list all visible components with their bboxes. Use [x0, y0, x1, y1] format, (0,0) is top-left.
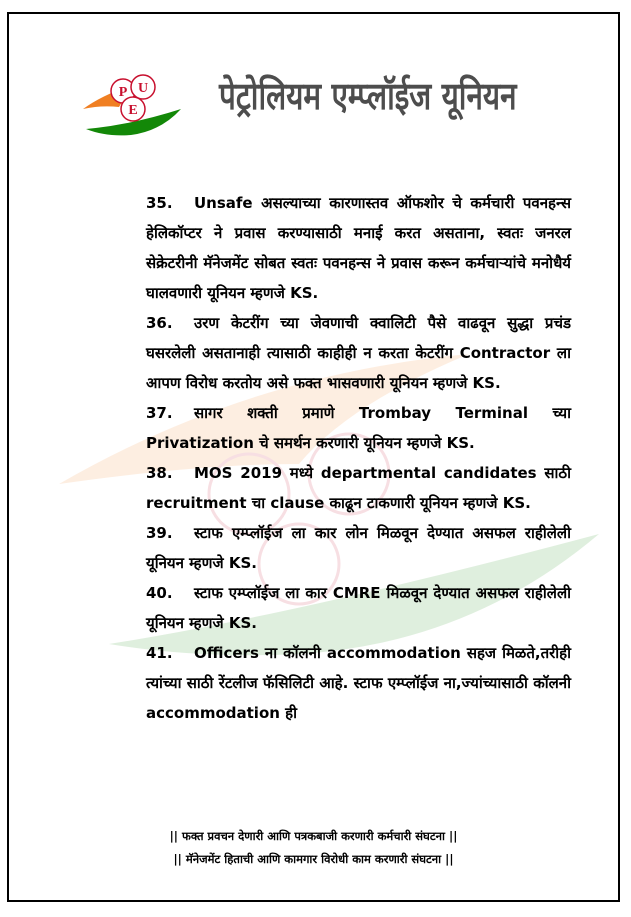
item-number: 39.: [146, 524, 173, 542]
item-text: सागर शक्ती प्रमाणे Trombay Terminal च्या Privatization चे समर्थन करणारी यूनियन म्हणजे KS.: [146, 404, 571, 452]
list-item: [146, 578, 571, 638]
svg-text:P: P: [118, 85, 128, 100]
item-number: 41.: [146, 644, 173, 662]
item-text: उरण केटरींग च्या जेवणाची क्वालिटी पैसे वाढवून सुद्धा प्रचंड घसरलेली असतानाही त्यासाठी काहीही न करता केटरींग Contractor ला आपण विरोध करतोय असे फक्त भासवणारी यूनियन म्हणजे KS.: [146, 314, 571, 392]
list-item: [146, 458, 571, 518]
item-number: 35.: [146, 194, 173, 212]
item-number: 38.: [146, 464, 173, 482]
item-text: Unsafe असल्याच्या कारणास्तव ऑफशोर चे कर्मचारी पवनहन्स हेलिकॉप्टर ने प्रवास करण्यासाठी मनाई करत असताना, स्वतः जनरल सेक्रेटरीनी मॅनेजमेंट सोबत स्वतः पवनहन्स ने प्रवास करून कर्मचाऱ्यांचे मनोधैर्य घालवणारी यूनियन म्हणजे KS.: [146, 194, 571, 302]
footer-slogan-2: || मॅनेजमेंट हिताची आणि कामगार विरोधी काम करणारी संघटना ||: [173, 852, 454, 866]
list-item: [146, 638, 571, 728]
points-list: [146, 188, 571, 728]
page-frame: [7, 12, 620, 902]
list-item: [146, 518, 571, 578]
item-text: Officers ना कॉलनी accommodation सहज मिळते,तरीही त्यांच्या साठी रेंटलीज फॅसिलिटी आहे. स्टाफ एम्प्लॉईज ना,ज्यांच्यासाठी कॉलनी accommodation ही: [146, 644, 571, 722]
list-item: [146, 188, 571, 308]
union-logo: [81, 59, 191, 149]
item-text: स्टाफ एम्प्लॉईज ला कार लोन मिळवून देण्यात असफल राहीलेली यूनियन म्हणजे KS.: [146, 524, 571, 572]
item-text: स्टाफ एम्प्लॉईज ला कार CMRE मिळवून देण्यात असफल राहीलेली यूनियन म्हणजे KS.: [146, 584, 571, 632]
svg-text:E: E: [128, 103, 138, 118]
item-number: 40.: [146, 584, 173, 602]
item-number: 37.: [146, 404, 173, 422]
footer-slogan-1: || फक्त प्रवचन देणारी आणि पत्रकबाजी करणारी कर्मचारी संघटना ||: [169, 829, 458, 843]
list-item: [146, 398, 571, 458]
svg-text:U: U: [137, 81, 149, 96]
item-text: MOS 2019 मध्ये departmental candidates साठी recruitment चा clause काढून टाकणारी यूनियन म्हणजे KS.: [146, 464, 571, 512]
list-item: [146, 308, 571, 398]
page-title: पेट्रोलियम एम्प्लॉईज यूनियन: [219, 74, 517, 118]
item-number: 36.: [146, 314, 173, 332]
